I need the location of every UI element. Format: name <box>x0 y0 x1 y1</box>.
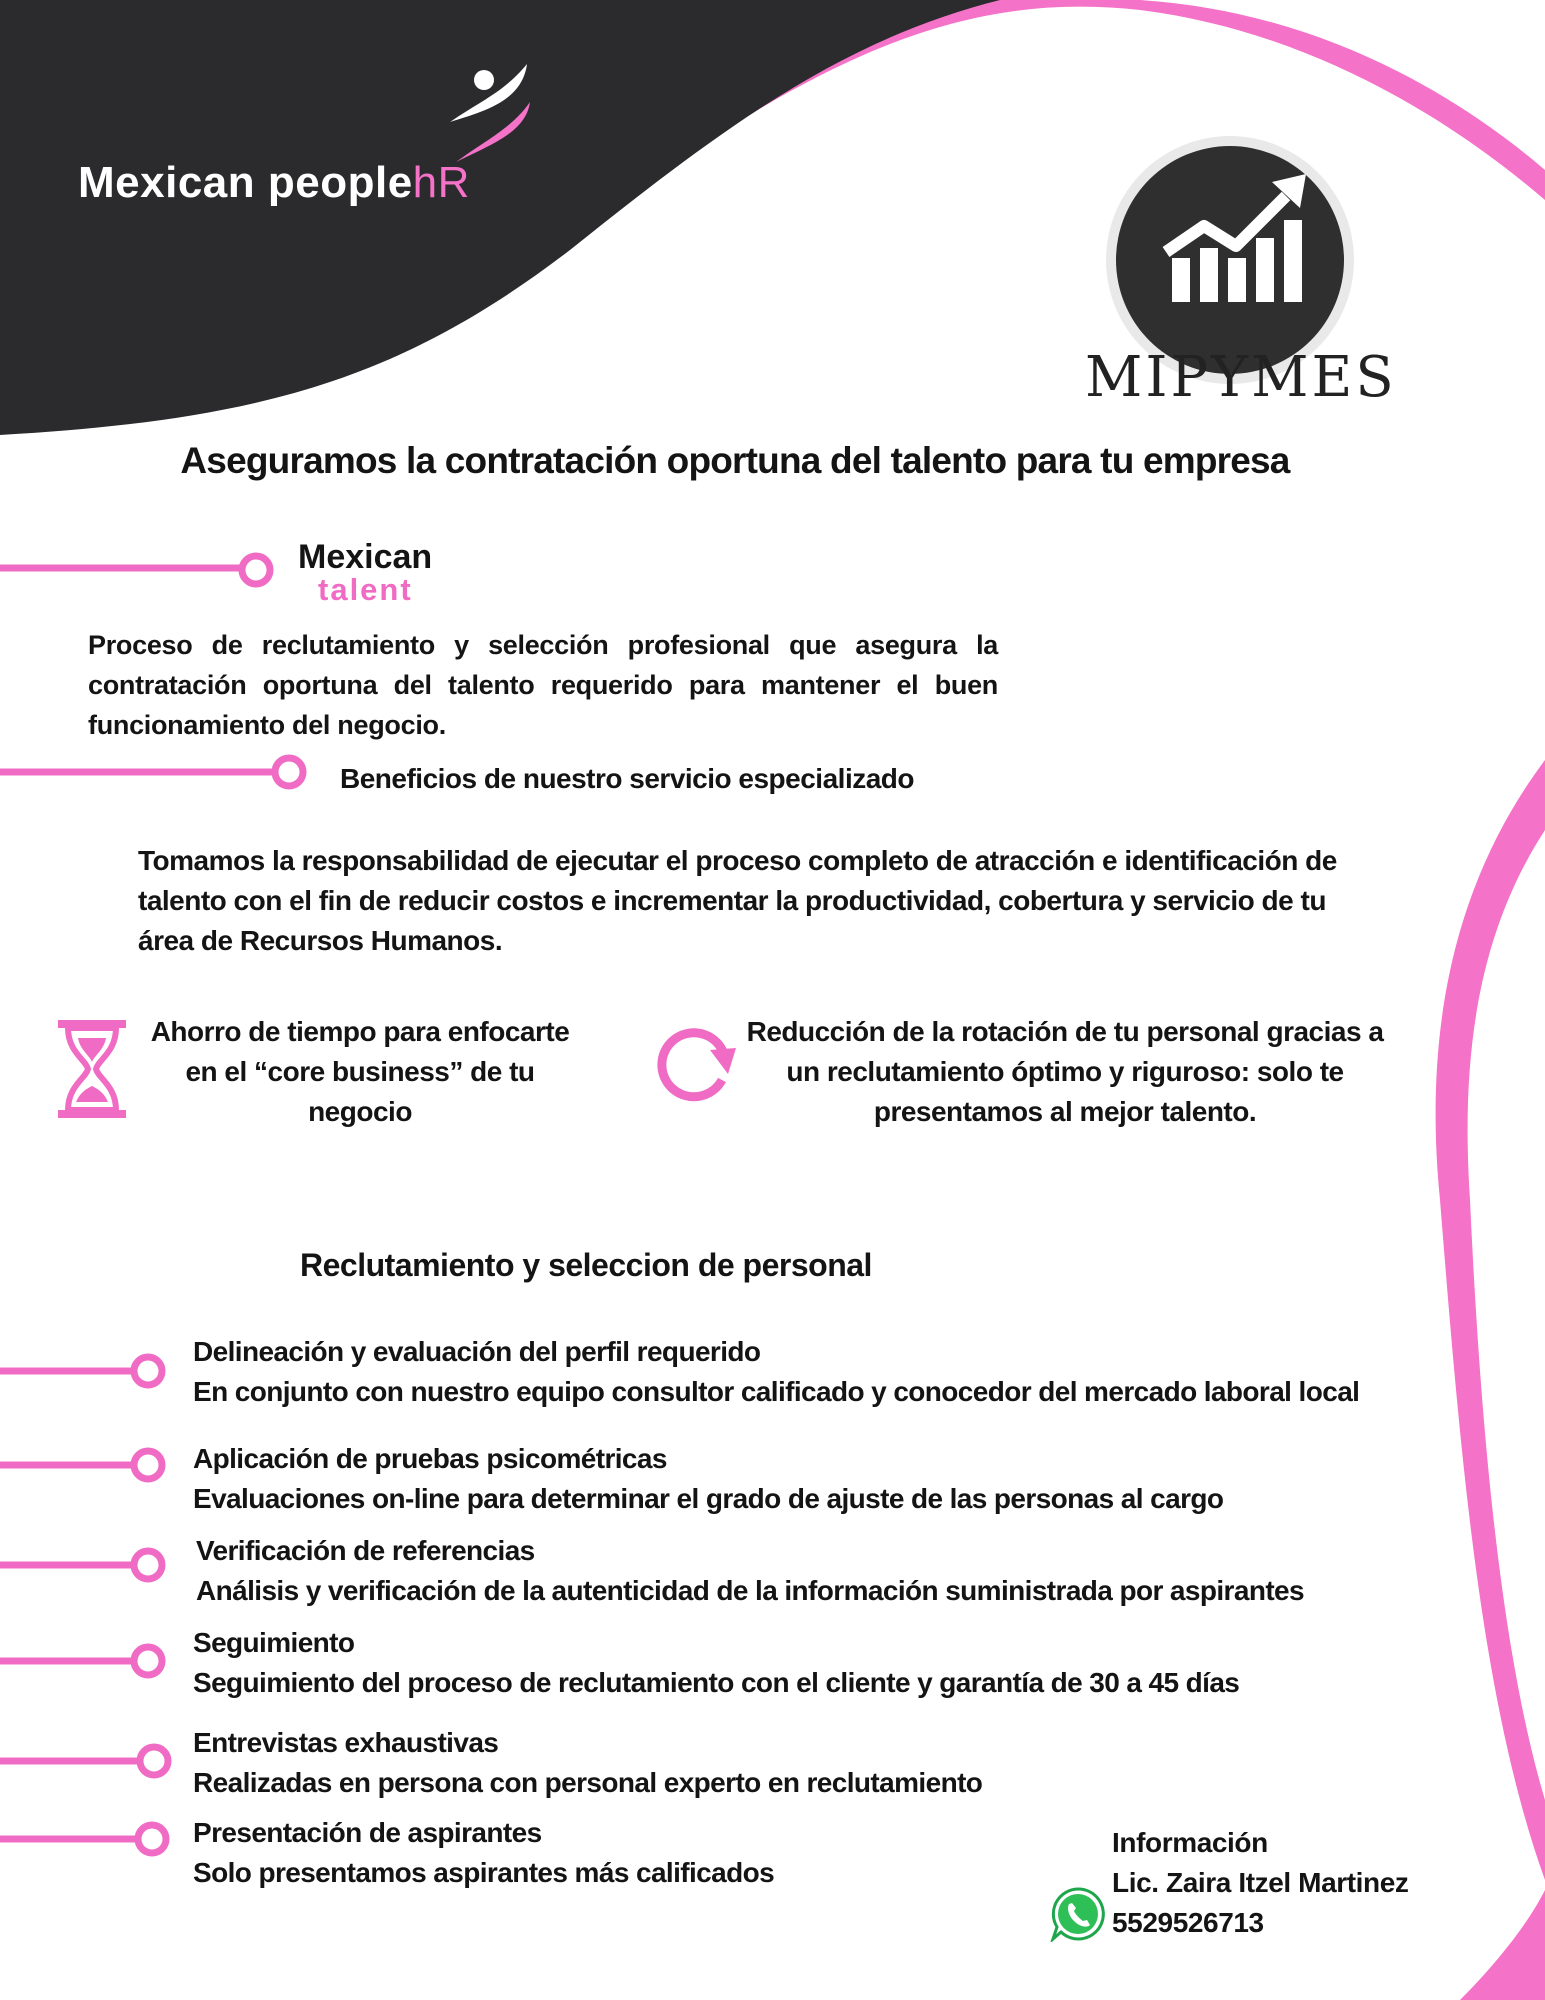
hourglass-icon <box>56 1018 128 1120</box>
list-item-title: Verificación de referencias <box>196 1535 535 1566</box>
feature-turnover-reduction: Reducción de la rotación de tu personal gracias a un reclutamiento óptimo y riguroso: solo te presentamos al mejor talento. <box>746 1016 1384 1127</box>
list-item-desc: En conjunto con nuestro equipo consultor calificado y conocedor del mercado laboral local <box>193 1376 1360 1407</box>
contact-block <box>1112 1823 1409 1943</box>
intro-paragraph: Proceso de reclutamiento y selección profesional que asegura la contratación oportuna del talento requerido para mantener el buen funcionamiento del negocio. <box>88 630 998 740</box>
list-item-desc: Análisis y verificación de la autenticidad de la información suministrada por aspirantes <box>196 1575 1304 1606</box>
list-item-title: Presentación de aspirantes <box>193 1817 542 1848</box>
mexican-talent-title: Mexican <box>298 538 433 576</box>
section-title: Reclutamiento y seleccion de personal <box>300 1247 872 1283</box>
brand-mark: hR <box>412 158 470 207</box>
list-item <box>193 1439 1223 1519</box>
list-item-title: Seguimiento <box>193 1627 355 1658</box>
list-item <box>193 1623 1239 1703</box>
list-item <box>193 1723 982 1803</box>
page-headline: Aseguramos la contratación oportuna del talento para tu empresa <box>180 440 1290 481</box>
list-item-desc: Seguimiento del proceso de reclutamiento con el cliente y garantía de 30 a 45 días <box>193 1667 1240 1698</box>
list-item-desc: Solo presentamos aspirantes más calificados <box>193 1857 775 1888</box>
list-item-desc: Realizadas en persona con personal experto en reclutamiento <box>193 1767 983 1798</box>
list-item-title: Delineación y evaluación del perfil requerido <box>193 1336 761 1367</box>
brand-logo <box>78 158 470 208</box>
contact-phone[interactable]: 5529526713 <box>1112 1907 1264 1938</box>
feature-time-saving: Ahorro de tiempo para enfocarte en el “core business” de tu negocio <box>150 1016 570 1127</box>
contact-name: Lic. Zaira Itzel Martinez <box>1112 1867 1409 1898</box>
benefits-paragraph: Tomamos la responsabilidad de ejecutar el proceso completo de atracción e identificación de talento con el fin de reducir costos e incrementar la productividad, cobertura y servicio de tu área de Recursos Humanos. <box>138 845 1337 956</box>
whatsapp-icon[interactable] <box>1050 1886 1106 1942</box>
refresh-icon <box>650 1018 740 1108</box>
contact-label: Información <box>1112 1827 1268 1858</box>
mexican-talent-subtitle: talent <box>318 572 413 607</box>
benefits-title: Beneficios de nuestro servicio especializado <box>340 763 914 794</box>
list-item <box>193 1332 1359 1412</box>
list-item <box>193 1813 774 1893</box>
brand-name: Mexican people <box>78 158 413 207</box>
list-item <box>196 1531 1304 1611</box>
list-item-title: Aplicación de pruebas psicométricas <box>193 1443 667 1474</box>
list-item-title: Entrevistas exhaustivas <box>193 1727 499 1758</box>
person-logo-icon <box>442 62 534 172</box>
list-item-desc: Evaluaciones on-line para determinar el grado de ajuste de las personas al cargo <box>193 1483 1224 1514</box>
partner-name: MIPYMES <box>1085 345 1397 410</box>
